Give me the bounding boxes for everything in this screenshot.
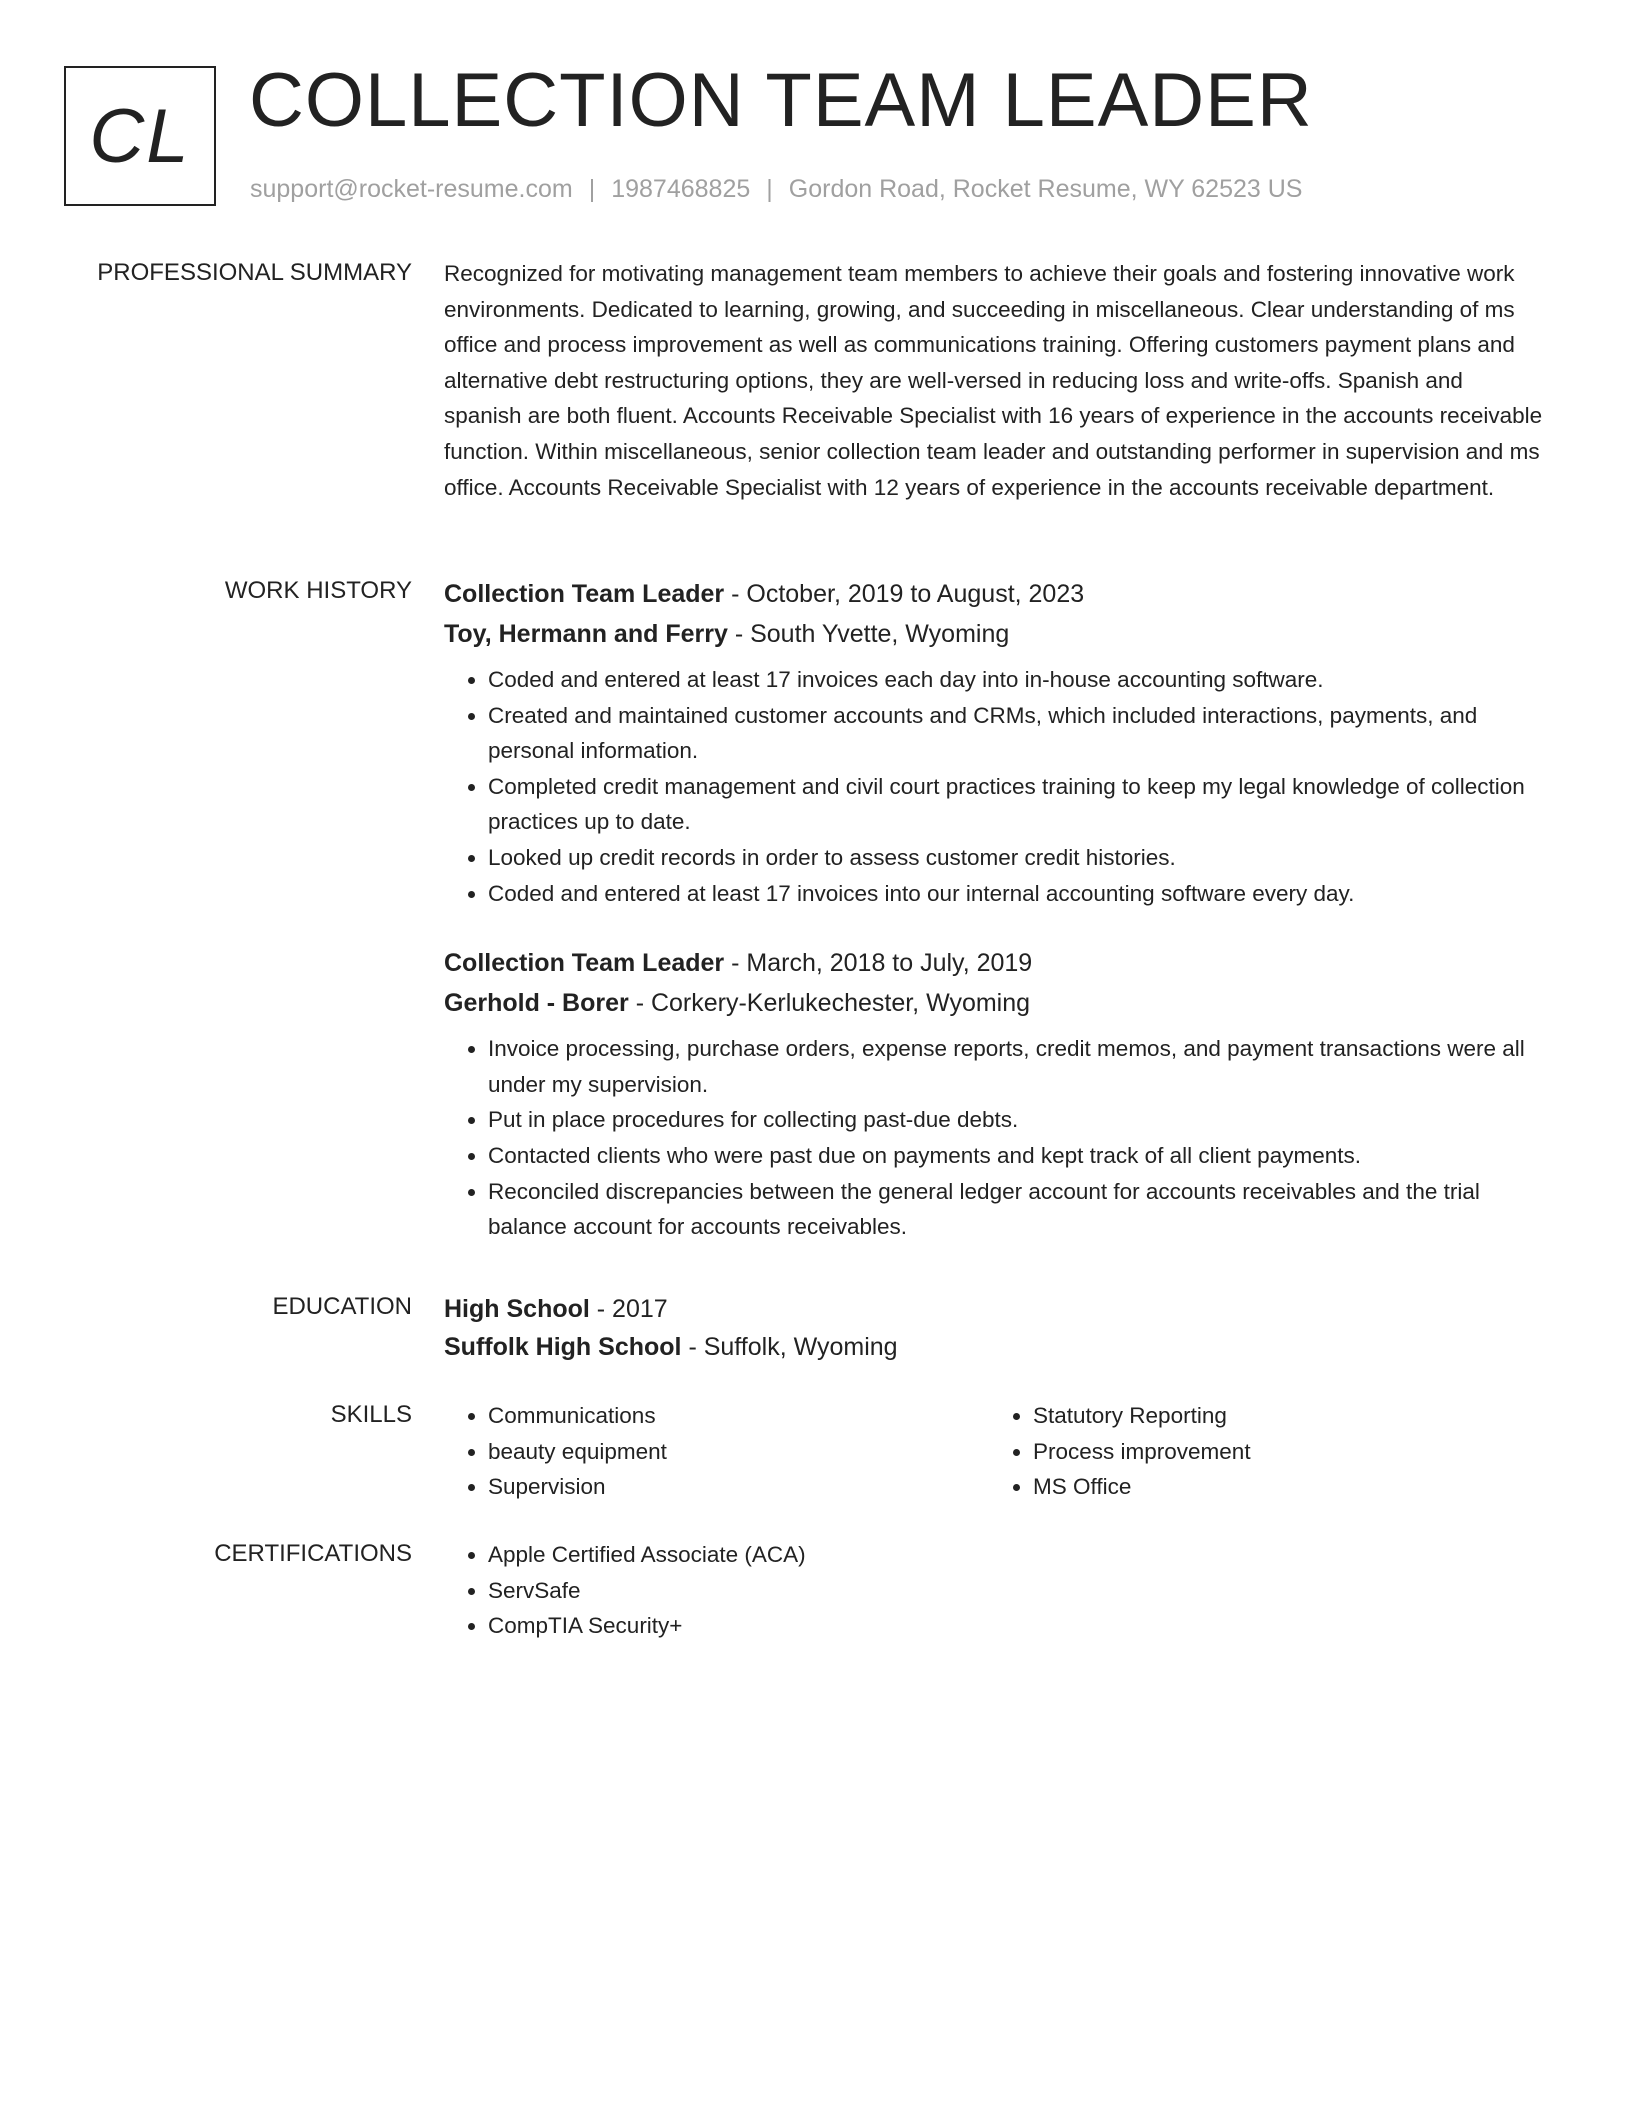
job-company: Gerhold - Borer	[444, 989, 629, 1018]
skill-item: • Communications	[488, 1398, 989, 1434]
job-bullet: • Reconciled discrepancies between the general ledger account for accounts receivables and the trial balance account for accounts receivables.	[488, 1174, 1544, 1245]
education-school: Suffolk High School	[444, 1333, 682, 1361]
job-location: - Corkery-Kerlukechester, Wyoming	[628, 989, 1031, 1018]
section-heading-skills: SKILLS	[330, 1401, 412, 1428]
job-bullet: • Created and maintained customer accounts and CRMs, which included interactions, payments, and personal information.	[488, 698, 1544, 769]
summary-body	[444, 256, 1544, 505]
job-bullets	[444, 662, 1544, 911]
job-title: Collection Team Leader	[444, 949, 725, 978]
contact-phone[interactable]: 1987468825	[611, 175, 751, 203]
education-degree-line	[444, 1290, 1544, 1328]
job-title: Collection Team Leader	[444, 580, 725, 608]
certification-item: • CompTIA Security+	[488, 1608, 1544, 1644]
skills-column-left	[444, 1398, 989, 1505]
job-bullet: • Coded and entered at least 17 invoices each day into in-house accounting software.	[488, 662, 1544, 698]
summary-text: Recognized for motivating management team members to achieve their goals and fostering innovative work environments. Dedicated to learning, growing, and succeeding in miscellaneous. Clear understanding of ms office and process improvement as well as communications training. Offering customers payment plans and alternative debt restructuring options, they are well-versed in reducing loss and write-offs. Spanish and spanish are both fluent. Accounts Receivable Specialist with 16 years of experience in the accounts receivable function. Within miscellaneous, senior collection team leader and outstanding performer in supervision and ms office. Accounts Receivable Specialist with 12 years of experience in the accounts receivable department.	[444, 261, 1543, 500]
section-heading-work-history: WORK HISTORY	[224, 577, 412, 604]
skills-section	[0, 1398, 1632, 1508]
job-bullet: • Put in place procedures for collecting past-due debts.	[488, 1102, 1544, 1138]
job-bullet: • Contacted clients who were past due on payments and kept track of all client payments.	[488, 1138, 1544, 1174]
job-bullet: • Looked up credit records in order to assess customer credit histories.	[488, 840, 1544, 876]
contact-separator: |	[766, 175, 773, 203]
certification-item: • Apple Certified Associate (ACA)	[488, 1537, 1544, 1573]
summary-section	[0, 256, 1632, 546]
job-company: Toy, Hermann and Ferry	[444, 620, 728, 648]
contact-line	[250, 172, 1302, 206]
job-location: - South Yvette, Wyoming	[727, 620, 1010, 648]
job-company-line	[444, 614, 1544, 654]
job-title-line	[444, 943, 1544, 983]
skills-grid	[444, 1398, 1544, 1505]
job-bullet: • Invoice processing, purchase orders, expense reports, credit memos, and payment transactions were all under my supervision.	[488, 1031, 1544, 1102]
certifications-body	[444, 1537, 1544, 1644]
skill-item: • beauty equipment	[488, 1434, 989, 1470]
education-year: - 2017	[589, 1295, 668, 1323]
job-company-line	[444, 983, 1544, 1023]
page-title: COLLECTION TEAM LEADER	[249, 58, 1313, 143]
skills-column-right	[989, 1398, 1534, 1505]
contact-address: Gordon Road, Rocket Resume, WY 62523 US	[788, 175, 1303, 203]
contact-email[interactable]: support@rocket-resume.com	[250, 175, 573, 203]
skill-item: • Supervision	[488, 1469, 989, 1505]
education-degree: High School	[444, 1295, 590, 1323]
section-heading-education: EDUCATION	[272, 1293, 412, 1320]
skills-body	[444, 1398, 1544, 1505]
certifications-list	[444, 1537, 1544, 1644]
work-history-body	[444, 574, 1544, 1245]
job-entry	[444, 574, 1544, 911]
job-bullet: • Coded and entered at least 17 invoices into our internal accounting software every day.	[488, 876, 1544, 912]
certification-item: • ServSafe	[488, 1573, 1544, 1609]
certifications-section	[0, 1537, 1632, 1647]
education-school-line	[444, 1328, 1544, 1366]
skill-item: • Process improvement	[1033, 1434, 1534, 1470]
education-location: - Suffolk, Wyoming	[681, 1333, 898, 1361]
work-history-section	[0, 574, 1632, 1264]
section-heading-certifications: CERTIFICATIONS	[214, 1540, 412, 1567]
job-dates: - March, 2018 to July, 2019	[724, 949, 1033, 978]
job-bullets	[444, 1031, 1544, 1245]
skill-item: • Statutory Reporting	[1033, 1398, 1534, 1434]
education-section	[0, 1290, 1632, 1370]
job-dates: - October, 2019 to August, 2023	[724, 580, 1085, 608]
job-title-line	[444, 574, 1544, 614]
monogram-badge: CL	[64, 66, 216, 206]
job-entry	[444, 943, 1544, 1245]
job-bullet: • Completed credit management and civil court practices training to keep my legal knowledge of collection practices up to date.	[488, 769, 1544, 840]
contact-separator: |	[588, 175, 596, 203]
skill-item: • MS Office	[1033, 1469, 1534, 1505]
education-body	[444, 1290, 1544, 1366]
section-heading-summary: PROFESSIONAL SUMMARY	[97, 259, 412, 286]
